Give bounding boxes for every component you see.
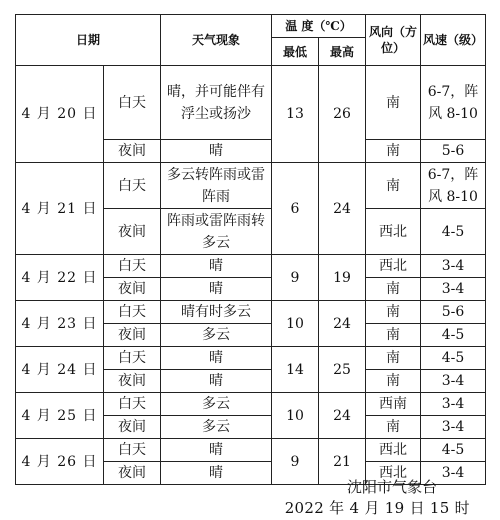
- issuer: 沈阳市气象台: [346, 478, 437, 496]
- date-cell: 4 月 20 日: [16, 66, 104, 163]
- phenomenon-cell: 晴: [161, 140, 272, 163]
- phenomenon-cell: 晴: [161, 347, 272, 370]
- date-cell: 4 月 24 日: [16, 347, 104, 393]
- temp-max-cell: 25: [319, 347, 366, 393]
- temp-min-cell: 13: [272, 66, 319, 163]
- period-cell: 白天: [104, 255, 161, 278]
- direction-cell: 南: [366, 324, 421, 347]
- phenomenon-cell: 多云: [161, 393, 272, 416]
- direction-cell: 南: [366, 140, 421, 163]
- temp-max-cell: 26: [319, 66, 366, 163]
- speed-cell: 5-6: [421, 301, 486, 324]
- direction-cell: 南: [366, 416, 421, 439]
- temp-min-cell: 6: [272, 163, 319, 255]
- speed-cell: 3-4: [421, 255, 486, 278]
- speed-cell: 5-6: [421, 140, 486, 163]
- speed-cell: 4-5: [421, 209, 486, 255]
- speed-cell: 4-5: [421, 439, 486, 462]
- header-phenomenon: 天气现象: [161, 15, 272, 66]
- phenomenon-cell: 晴有时多云: [161, 301, 272, 324]
- header-speed: 风速（级）: [421, 15, 486, 66]
- speed-cell: 4-5: [421, 324, 486, 347]
- temp-max-cell: 24: [319, 301, 366, 347]
- table-row: [16, 439, 486, 462]
- direction-cell: 西北: [366, 439, 421, 462]
- table-row: [16, 163, 486, 209]
- date-cell: 4 月 21 日: [16, 163, 104, 255]
- direction-cell: 南: [366, 278, 421, 301]
- temp-max-cell: 21: [319, 439, 366, 485]
- date-cell: 4 月 22 日: [16, 255, 104, 301]
- temp-min-cell: 10: [272, 301, 319, 347]
- direction-cell: 南: [366, 163, 421, 209]
- forecast-body: [16, 66, 486, 485]
- phenomenon-cell: 多云: [161, 324, 272, 347]
- period-cell: 白天: [104, 347, 161, 370]
- date-cell: 4 月 23 日: [16, 301, 104, 347]
- speed-cell: 3-4: [421, 393, 486, 416]
- period-cell: 白天: [104, 301, 161, 324]
- issue-time: 2022 年 4 月 19 日 15 时: [284, 499, 470, 517]
- direction-cell: 西南: [366, 393, 421, 416]
- direction-cell: 西北: [366, 255, 421, 278]
- period-cell: 白天: [104, 66, 161, 140]
- period-cell: 夜间: [104, 462, 161, 485]
- forecast-table: [15, 14, 486, 485]
- header-max: 最高: [319, 38, 366, 66]
- date-cell: 4 月 26 日: [16, 439, 104, 485]
- temp-max-cell: 19: [319, 255, 366, 301]
- direction-cell: 南: [366, 301, 421, 324]
- speed-cell: 3-4: [421, 416, 486, 439]
- speed-cell: 3-4: [421, 278, 486, 301]
- phenomenon-cell: 晴: [161, 370, 272, 393]
- period-cell: 夜间: [104, 140, 161, 163]
- header-direction: 风向（方位）: [366, 15, 421, 66]
- phenomenon-cell: 晴，并可能伴有浮尘或扬沙: [161, 66, 272, 140]
- temp-min-cell: 9: [272, 439, 319, 485]
- phenomenon-cell: 晴: [161, 439, 272, 462]
- table-row: [16, 66, 486, 140]
- table-row: [16, 393, 486, 416]
- direction-cell: 南: [366, 370, 421, 393]
- phenomenon-cell: 多云: [161, 416, 272, 439]
- header-temperature: 温 度（℃）: [272, 15, 366, 38]
- table-row: [16, 255, 486, 278]
- speed-cell: 6-7，阵风 8-10: [421, 163, 486, 209]
- period-cell: 夜间: [104, 324, 161, 347]
- period-cell: 白天: [104, 163, 161, 209]
- temp-max-cell: 24: [319, 163, 366, 255]
- date-cell: 4 月 25 日: [16, 393, 104, 439]
- header-min: 最低: [272, 38, 319, 66]
- phenomenon-cell: 晴: [161, 278, 272, 301]
- table-row: [16, 301, 486, 324]
- speed-cell: 3-4: [421, 370, 486, 393]
- direction-cell: 西北: [366, 462, 421, 485]
- period-cell: 夜间: [104, 209, 161, 255]
- temp-min-cell: 10: [272, 393, 319, 439]
- speed-cell: 3-4: [421, 462, 486, 485]
- period-cell: 夜间: [104, 278, 161, 301]
- phenomenon-cell: 多云转阵雨或雷阵雨: [161, 163, 272, 209]
- direction-cell: 南: [366, 66, 421, 140]
- temp-min-cell: 9: [272, 255, 319, 301]
- direction-cell: 西北: [366, 209, 421, 255]
- phenomenon-cell: 晴: [161, 462, 272, 485]
- period-cell: 夜间: [104, 370, 161, 393]
- header-date: 日期: [16, 15, 161, 66]
- phenomenon-cell: 晴: [161, 255, 272, 278]
- speed-cell: 6-7，阵风 8-10: [421, 66, 486, 140]
- temp-max-cell: 24: [319, 393, 366, 439]
- temp-min-cell: 14: [272, 347, 319, 393]
- period-cell: 夜间: [104, 416, 161, 439]
- phenomenon-cell: 阵雨或雷阵雨转多云: [161, 209, 272, 255]
- table-row: [16, 347, 486, 370]
- speed-cell: 4-5: [421, 347, 486, 370]
- direction-cell: 南: [366, 347, 421, 370]
- period-cell: 白天: [104, 439, 161, 462]
- period-cell: 白天: [104, 393, 161, 416]
